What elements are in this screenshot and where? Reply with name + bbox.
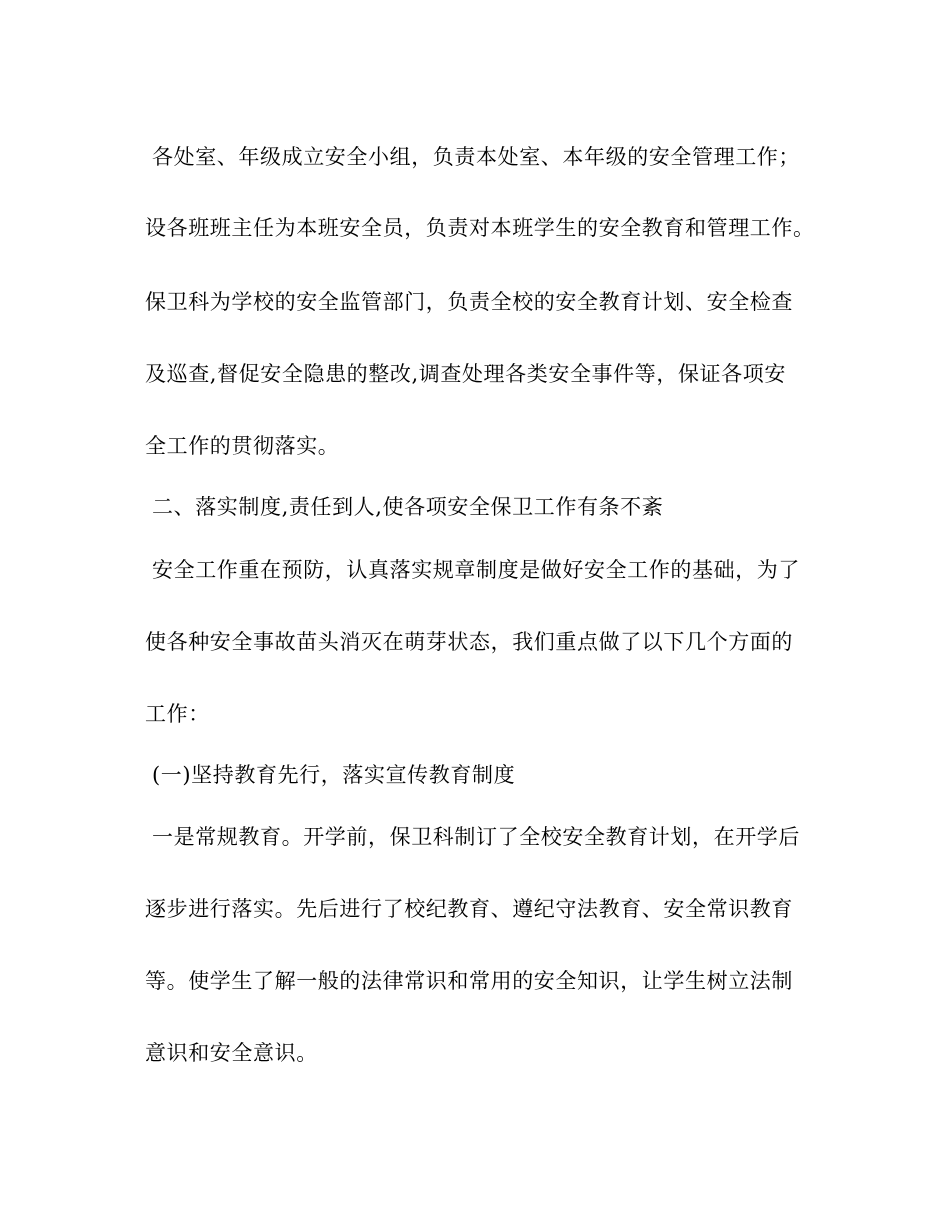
paragraph-line: 逐步进行落实。先后进行了校纪教育、遵纪守法教育、安全常识教育 bbox=[145, 897, 793, 921]
paragraph-line: 一是常规教育。开学前，保卫科制订了全校安全教育计划，在开学后 bbox=[152, 825, 800, 849]
paragraph-line: 意识和安全意识。 bbox=[145, 1041, 318, 1065]
section-heading: 二、落实制度,责任到人,使各项安全保卫工作有条不紊 bbox=[152, 495, 664, 519]
paragraph-line: 安全工作重在预防，认真落实规章制度是做好安全工作的基础，为了 bbox=[152, 558, 800, 582]
paragraph-line: 工作： bbox=[145, 702, 210, 726]
paragraph-line: 等。使学生了解一般的法律常识和常用的安全知识，让学生树立法制 bbox=[145, 969, 793, 993]
paragraph-line: 各处室、年级成立安全小组，负责本处室、本年级的安全管理工作； bbox=[152, 145, 800, 169]
paragraph-line: 及巡查,督促安全隐患的整改,调查处理各类安全事件等，保证各项安 bbox=[145, 362, 786, 386]
paragraph-line: 使各种安全事故苗头消灭在萌芽状态，我们重点做了以下几个方面的 bbox=[145, 630, 793, 654]
paragraph-line: 全工作的贯彻落实。 bbox=[145, 434, 340, 458]
subsection-heading: (一)坚持教育先行，落实宣传教育制度 bbox=[152, 763, 516, 787]
paragraph-line: 保卫科为学校的安全监管部门，负责全校的安全教育计划、安全检查 bbox=[145, 290, 793, 314]
paragraph-line: 设各班班主任为本班安全员，负责对本班学生的安全教育和管理工作。 bbox=[145, 216, 815, 240]
